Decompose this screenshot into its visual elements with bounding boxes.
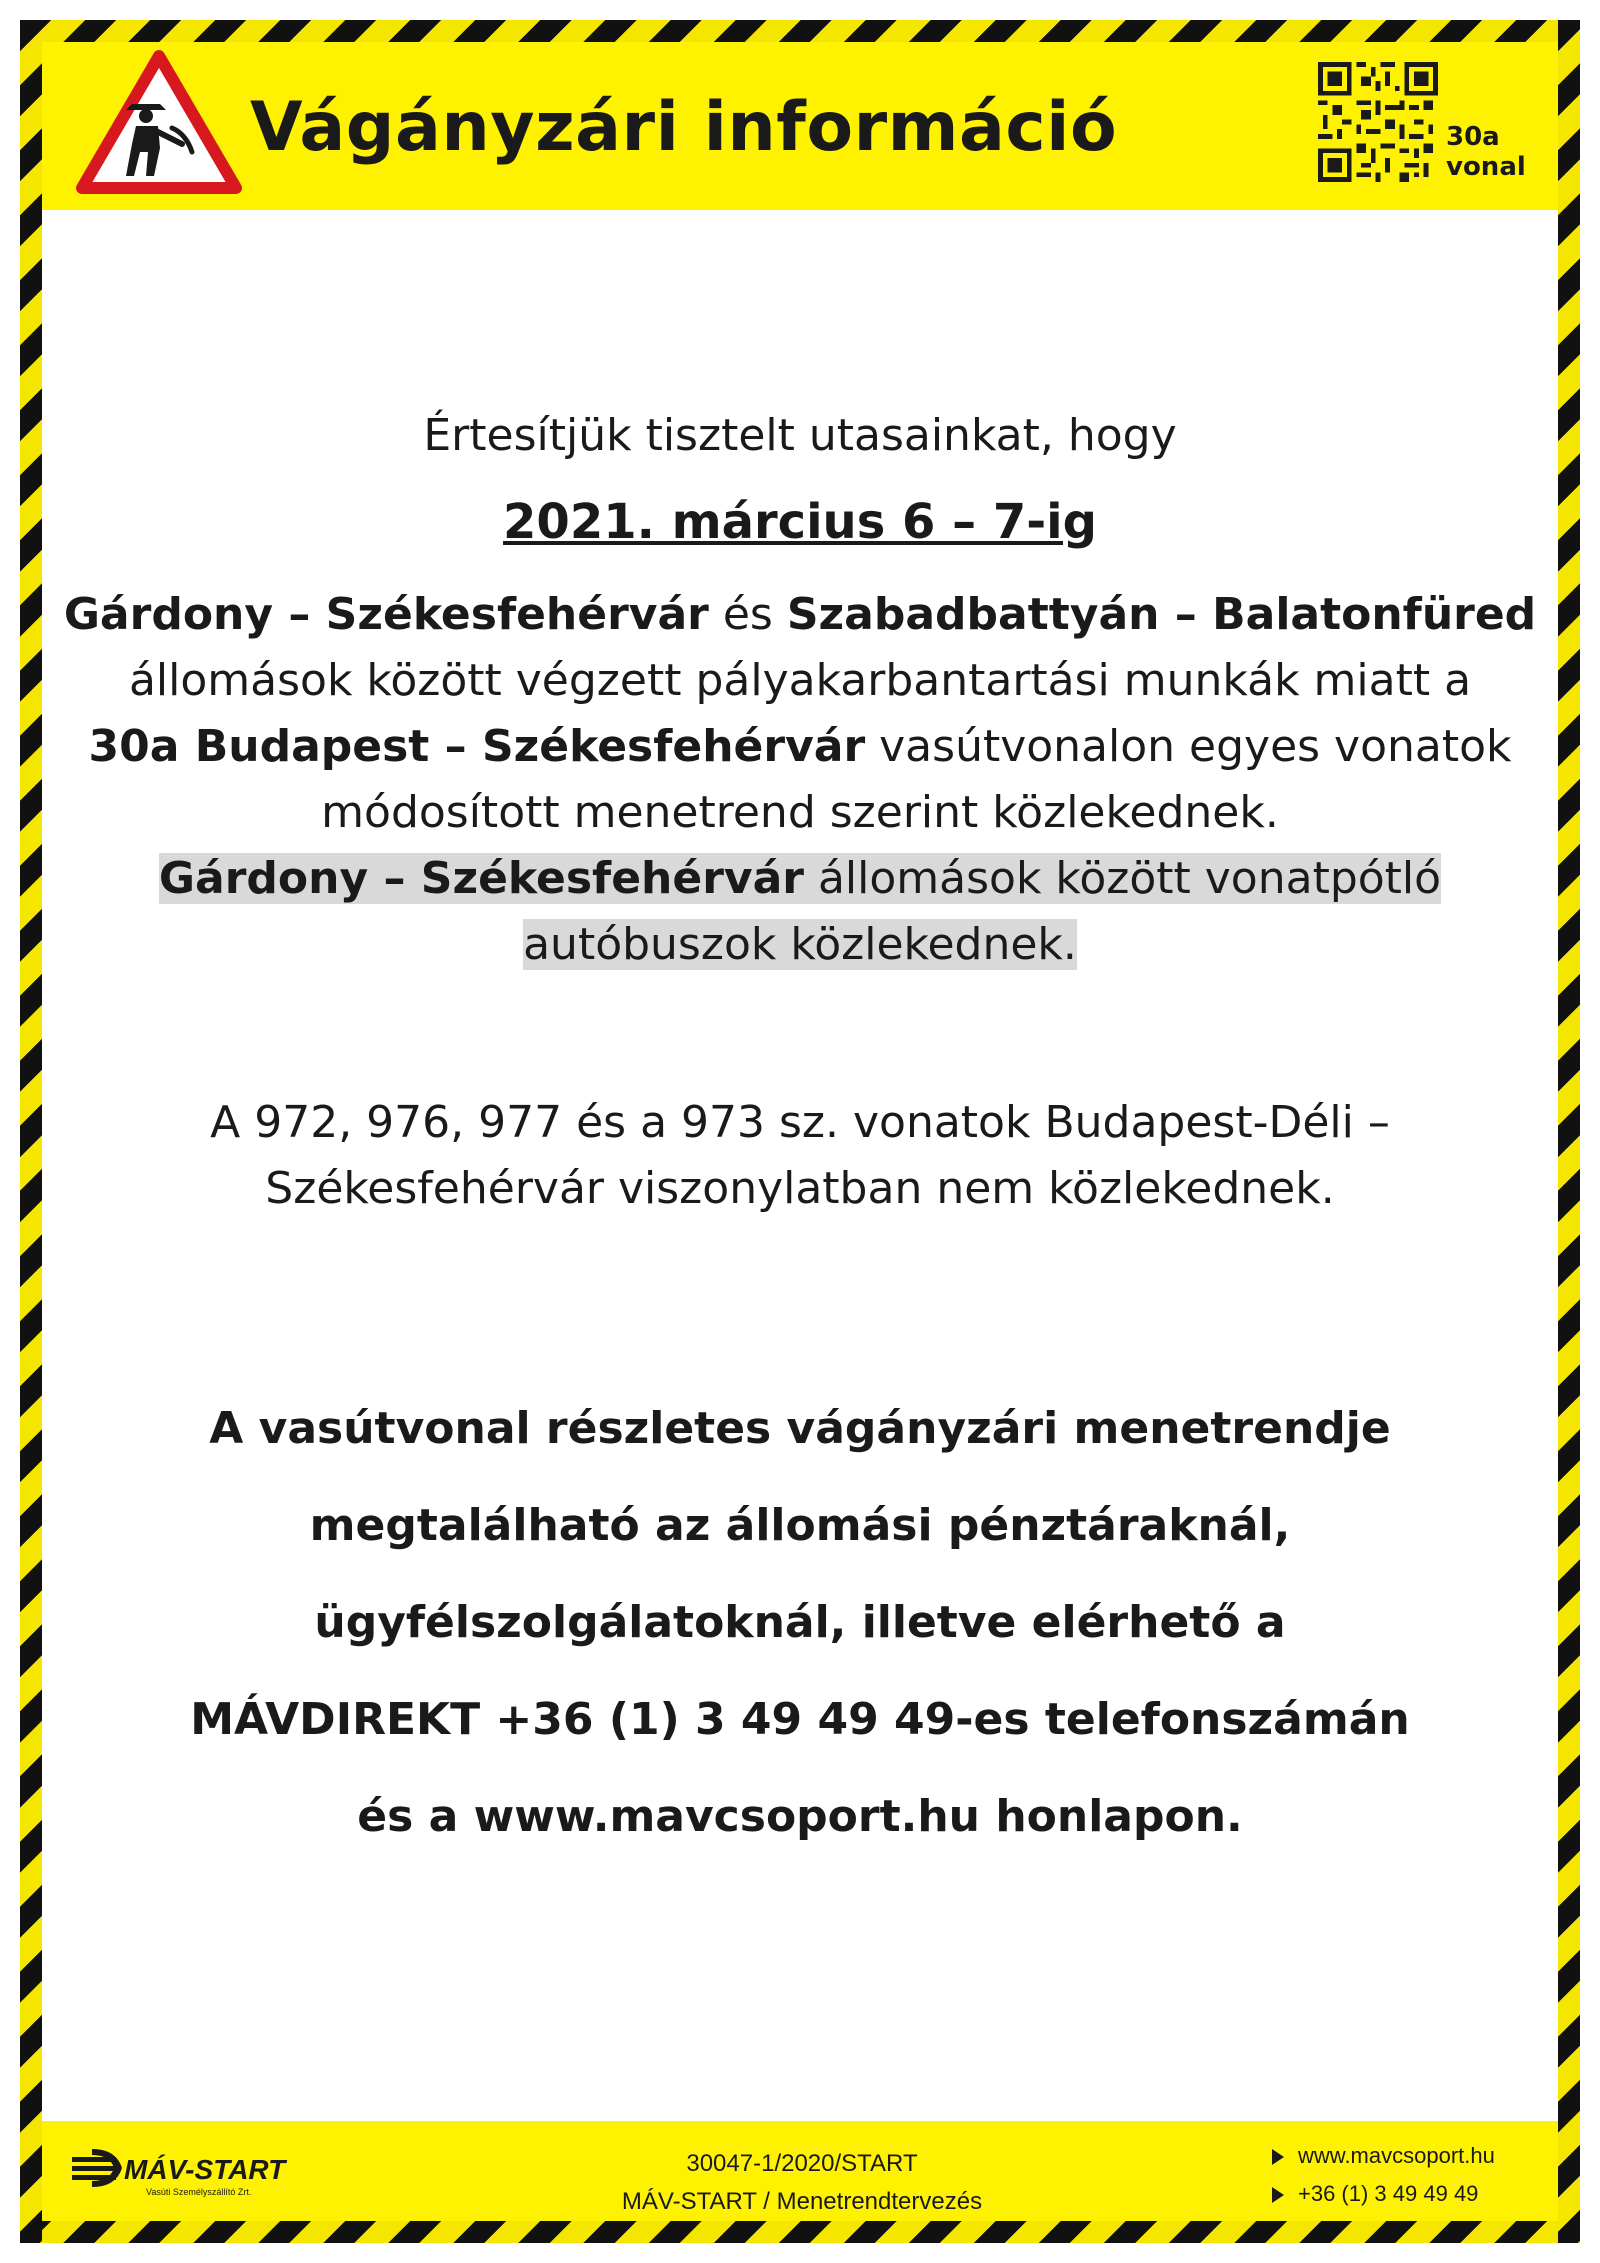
line-word: vonal bbox=[1446, 152, 1526, 182]
website-link[interactable]: www.mavcsoport.hu bbox=[1298, 2143, 1495, 2168]
section-name: Gárdony – Székesfehérvár bbox=[63, 589, 709, 640]
arrow-icon bbox=[1272, 2149, 1284, 2165]
hazard-stripe-top bbox=[20, 20, 1580, 42]
text-span: állomások között vonatpótló bbox=[803, 853, 1442, 904]
intro-text: Értesítjük tisztelt utasainkat, hogy bbox=[423, 410, 1177, 461]
logo-text: MÁV-START bbox=[124, 2154, 286, 2185]
text-span: és bbox=[708, 589, 787, 640]
text-line: A vasútvonal részletes vágányzári menetrendje bbox=[209, 1403, 1391, 1454]
warning-sign-worker-icon bbox=[74, 48, 244, 198]
arrow-icon bbox=[1272, 2187, 1284, 2203]
hazard-stripe-bottom bbox=[20, 2221, 1580, 2243]
info-paragraph bbox=[42, 1380, 1558, 1865]
document-reference bbox=[522, 2145, 1082, 2221]
mav-start-logo bbox=[70, 2135, 302, 2205]
hazard-stripe-left bbox=[20, 20, 42, 2243]
highlighted-text: autóbuszok közlekednek. bbox=[523, 919, 1077, 970]
text-line: A 972, 976, 977 és a 973 sz. vonatok Budapest-Déli – bbox=[210, 1097, 1390, 1148]
section-name: Szabadbattyán – Balatonfüred bbox=[786, 589, 1537, 640]
line-name: 30a Budapest – Székesfehérvár bbox=[88, 721, 866, 772]
highlighted-text bbox=[159, 853, 1441, 904]
closure-date: 2021. március 6 – 7-ig bbox=[503, 494, 1097, 550]
closure-paragraph bbox=[42, 582, 1558, 978]
contact-info bbox=[1272, 2137, 1495, 2213]
text-line: állomások között végzett pályakarbantartási munkák miatt a bbox=[128, 655, 1472, 706]
text-line: MÁVDIREKT +36 (1) 3 49 49 49-es telefonszámán bbox=[190, 1694, 1410, 1745]
text-line: ügyfélszolgálatoknál, illetve elérhető a bbox=[314, 1597, 1286, 1648]
notice-body bbox=[42, 210, 1558, 2121]
footer-band bbox=[42, 2121, 1558, 2221]
text-line: Székesfehérvár viszonylatban nem közlekednek. bbox=[265, 1163, 1335, 1214]
logo-subtext: Vasúti Személyszállító Zrt. bbox=[146, 2187, 252, 2197]
phone-number[interactable]: +36 (1) 3 49 49 49 bbox=[1298, 2181, 1479, 2206]
phone-row[interactable] bbox=[1272, 2175, 1495, 2213]
website-row[interactable] bbox=[1272, 2137, 1495, 2175]
header-band bbox=[42, 42, 1558, 210]
section-name: Gárdony – Székesfehérvár bbox=[158, 853, 804, 904]
text-line: megtalálható az állomási pénztáraknál, bbox=[309, 1500, 1291, 1551]
line-tag bbox=[1446, 122, 1526, 182]
department: MÁV-START / Menetrendtervezés bbox=[621, 2188, 983, 2215]
text-line: módosított menetrend szerint közlekednek. bbox=[321, 787, 1279, 838]
qr-code-icon[interactable] bbox=[1318, 62, 1438, 182]
text-line: és a www.mavcsoport.hu honlapon. bbox=[357, 1791, 1243, 1842]
cancelled-trains-paragraph bbox=[42, 1090, 1558, 1222]
hazard-stripe-right bbox=[1558, 20, 1580, 2243]
line-number: 30a bbox=[1446, 122, 1500, 152]
page-title: Vágányzári információ bbox=[250, 88, 1118, 167]
document-id: 30047-1/2020/START bbox=[686, 2150, 918, 2177]
text-span: vasútvonalon egyes vonatok bbox=[865, 721, 1512, 772]
